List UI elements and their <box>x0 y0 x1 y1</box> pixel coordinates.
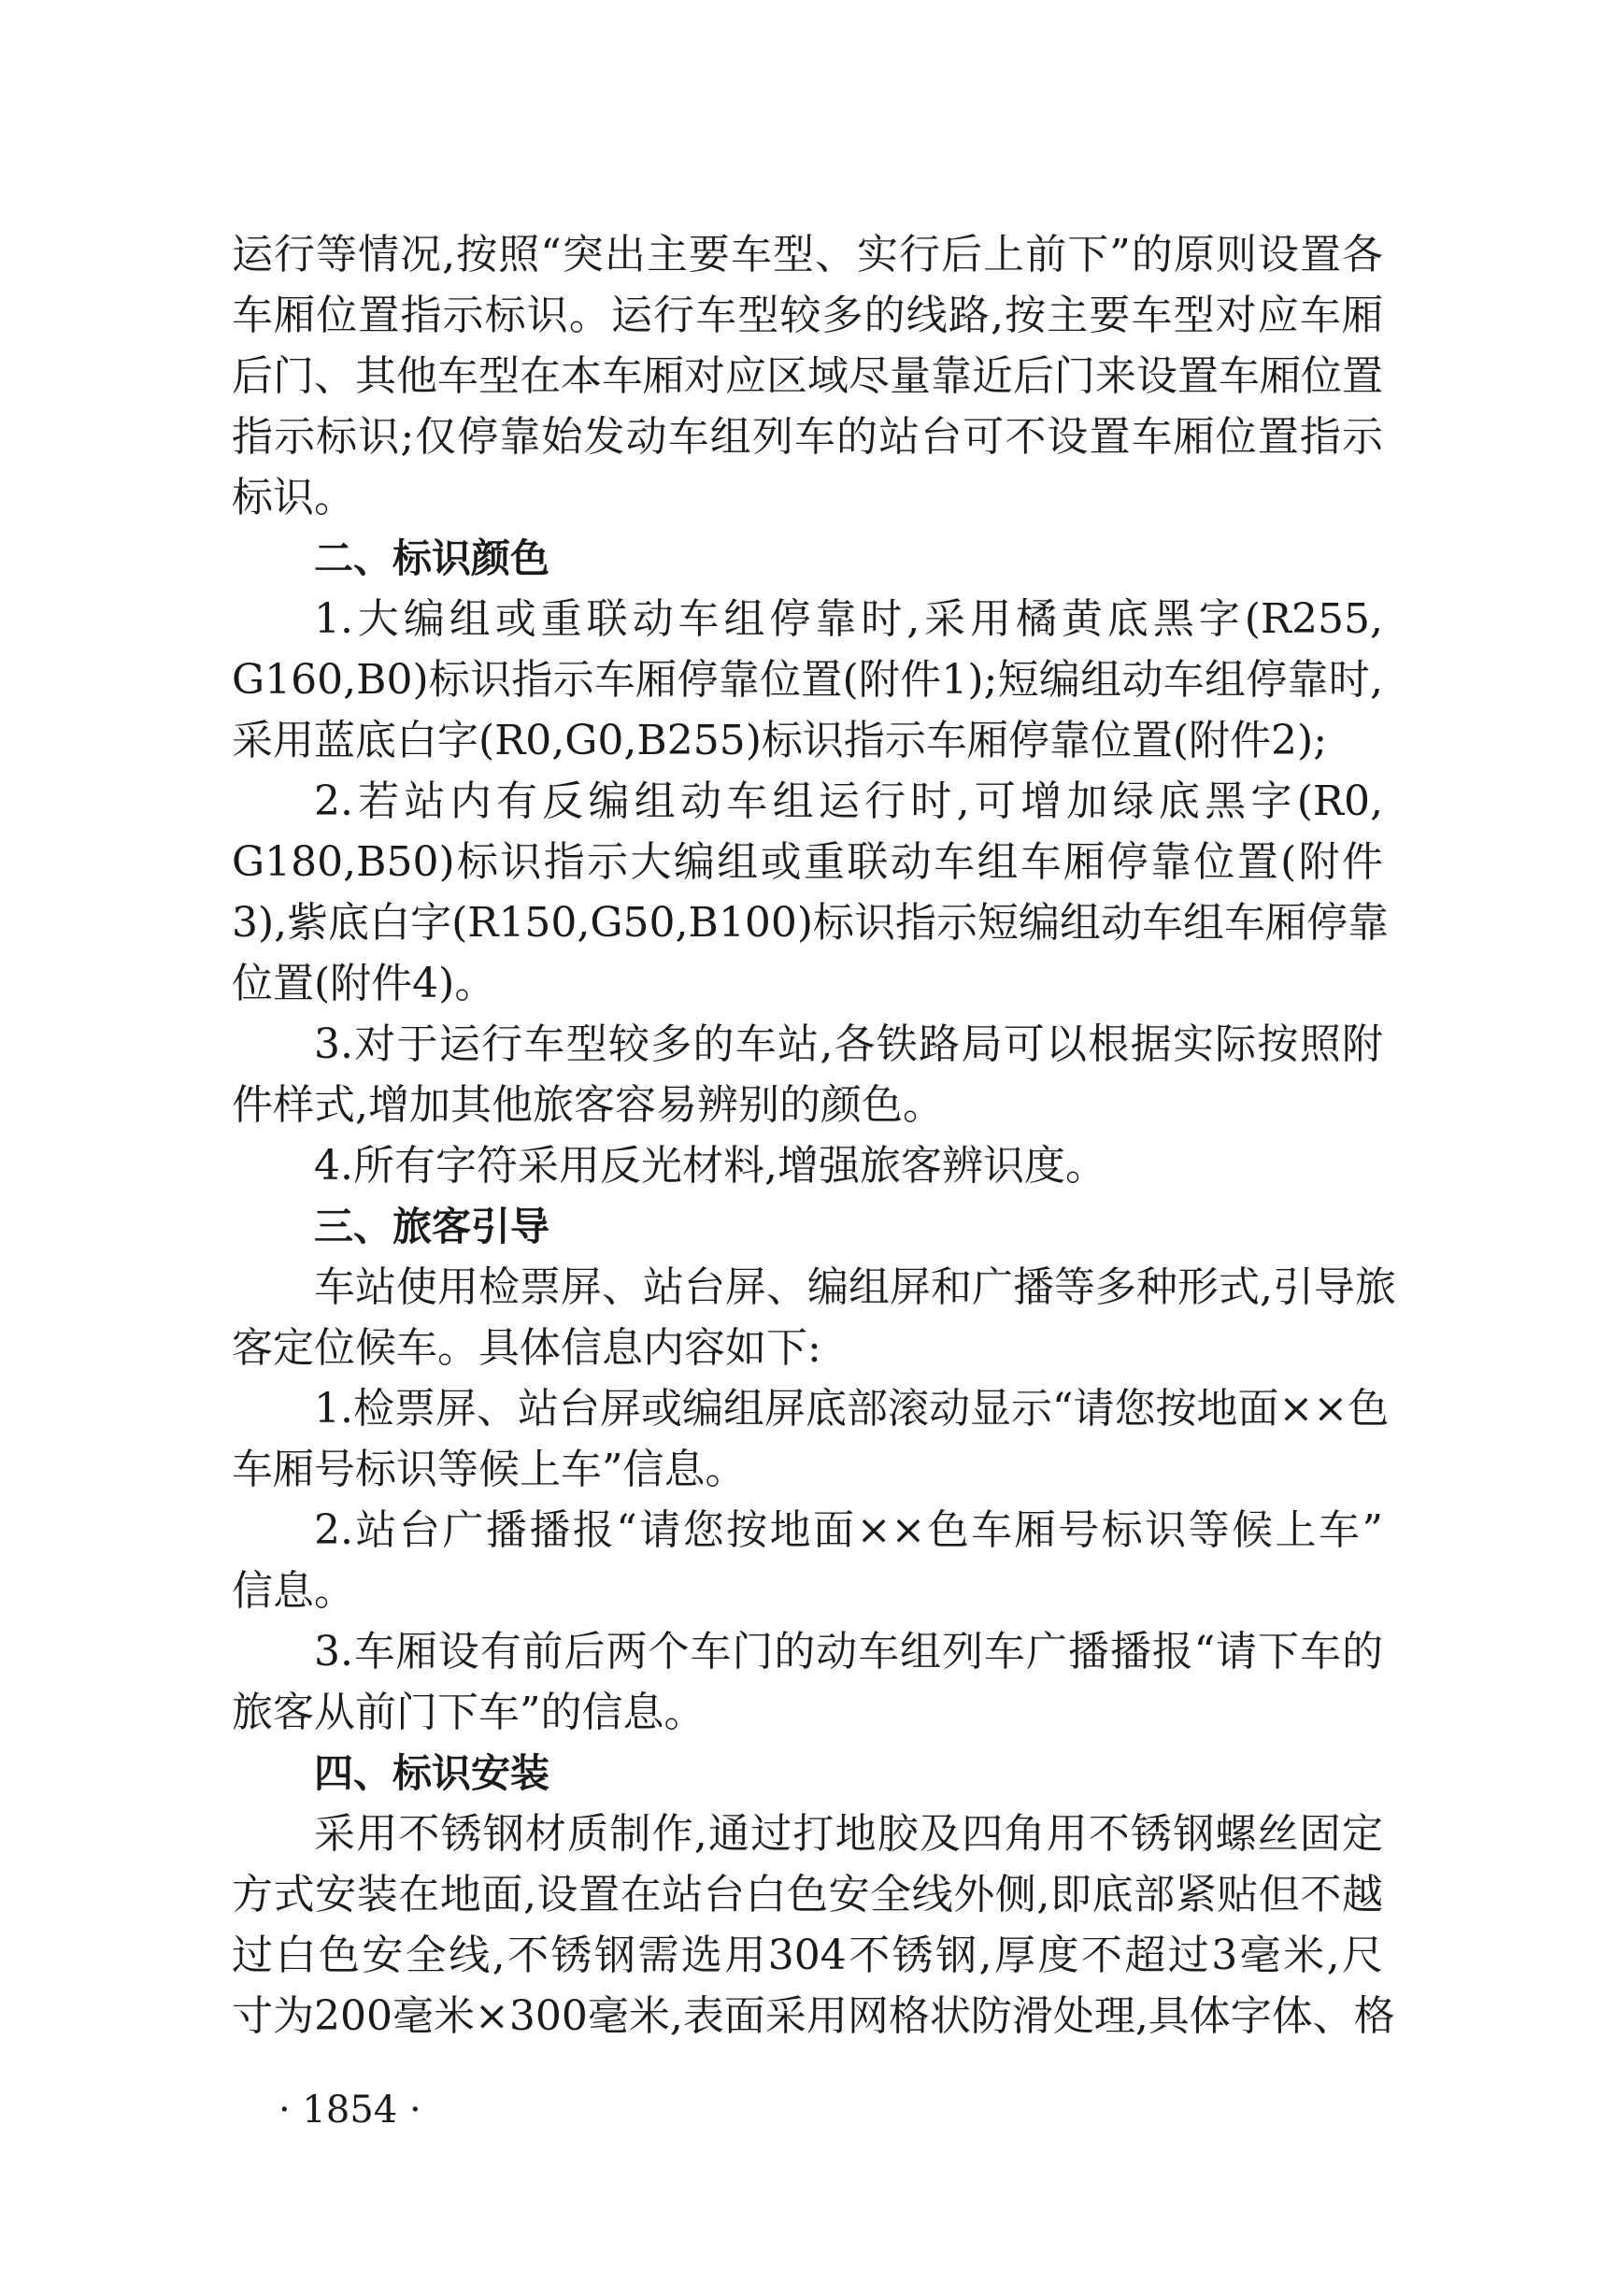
paragraph-line: 信息。 <box>232 1567 355 1615</box>
paragraph-line: 3.车厢设有前后两个车门的动车组列车广播播报“请下车的 <box>314 1628 1383 1676</box>
paragraph-line: 过白色安全线,不锈钢需选用304不锈钢,厚度不超过3毫米,尺 <box>232 1932 1383 1979</box>
paragraph-line: 1.检票屏、站台屏或编组屏底部滚动显示“请您按地面××色 <box>314 1385 1390 1433</box>
paragraph-line: 2.若站内有反编组动车组运行时,可增加绿底黑字(R0, <box>314 777 1383 825</box>
section-heading: 四、标识安装 <box>314 1750 550 1796</box>
paragraph-line: 标识。 <box>232 474 355 521</box>
paragraph-line: 3.对于运行车型较多的车站,各铁路局可以根据实际按照附 <box>314 1020 1383 1068</box>
paragraph-line: G180,B50)标识指示大编组或重联动车组车厢停靠位置(附件 <box>232 838 1383 886</box>
paragraph-line: G160,B0)标识指示车厢停靠位置(附件1);短编组动车组停靠时, <box>232 656 1383 704</box>
paragraph-line: 车站使用检票屏、站台屏、编组屏和广播等多种形式,引导旅 <box>314 1263 1396 1311</box>
paragraph-line: 指示标识;仅停靠始发动车组列车的站台可不设置车厢位置指示 <box>232 413 1383 461</box>
paragraph-line: 采用不锈钢材质制作,通过打地胶及四角用不锈钢螺丝固定 <box>314 1810 1383 1858</box>
paragraph-line: 1.大编组或重联动车组停靠时,采用橘黄底黑字(R255, <box>314 595 1383 643</box>
paragraph-line: 2.站台广播播报“请您按地面××色车厢号标识等候上车” <box>314 1506 1383 1554</box>
page-number: · 1854 · <box>278 2089 421 2132</box>
section-heading: 三、旅客引导 <box>314 1204 550 1249</box>
paragraph-line: 采用蓝底白字(R0,G0,B255)标识指示车厢停靠位置(附件2); <box>232 717 1328 764</box>
paragraph-line: 方式安装在地面,设置在站台白色安全线外侧,即底部紧贴但不越 <box>232 1871 1383 1918</box>
document-body <box>232 224 1396 2046</box>
paragraph-line: 位置(附件4)。 <box>232 960 496 1007</box>
paragraph-line: 车厢位置指示标识。运行车型较多的线路,按主要车型对应车厢 <box>232 292 1383 339</box>
paragraph-line: 4.所有字符采用反光材料,增强旅客辨识度。 <box>314 1142 1106 1190</box>
paragraph-line: 旅客从前门下车”的信息。 <box>232 1689 706 1736</box>
paragraph-line: 后门、其他车型在本车厢对应区域尽量靠近后门来设置车厢位置 <box>232 352 1383 400</box>
paragraph-line: 运行等情况,按照“突出主要车型、实行后上前下”的原则设置各 <box>232 231 1383 278</box>
paragraph-line: 车厢号标识等候上车”信息。 <box>232 1446 747 1493</box>
paragraph-line: 客定位候车。具体信息内容如下: <box>232 1324 821 1372</box>
paragraph-line: 寸为200毫米×300毫米,表面采用网格状防滑处理,具体字体、格 <box>232 1992 1395 2040</box>
paragraph-line: 3),紫底白字(R150,G50,B100)标识指示短编组动车组车厢停靠 <box>232 899 1390 947</box>
section-heading: 二、标识颜色 <box>314 535 550 581</box>
paragraph-line: 件样式,增加其他旅客容易辨别的颜色。 <box>232 1081 944 1129</box>
